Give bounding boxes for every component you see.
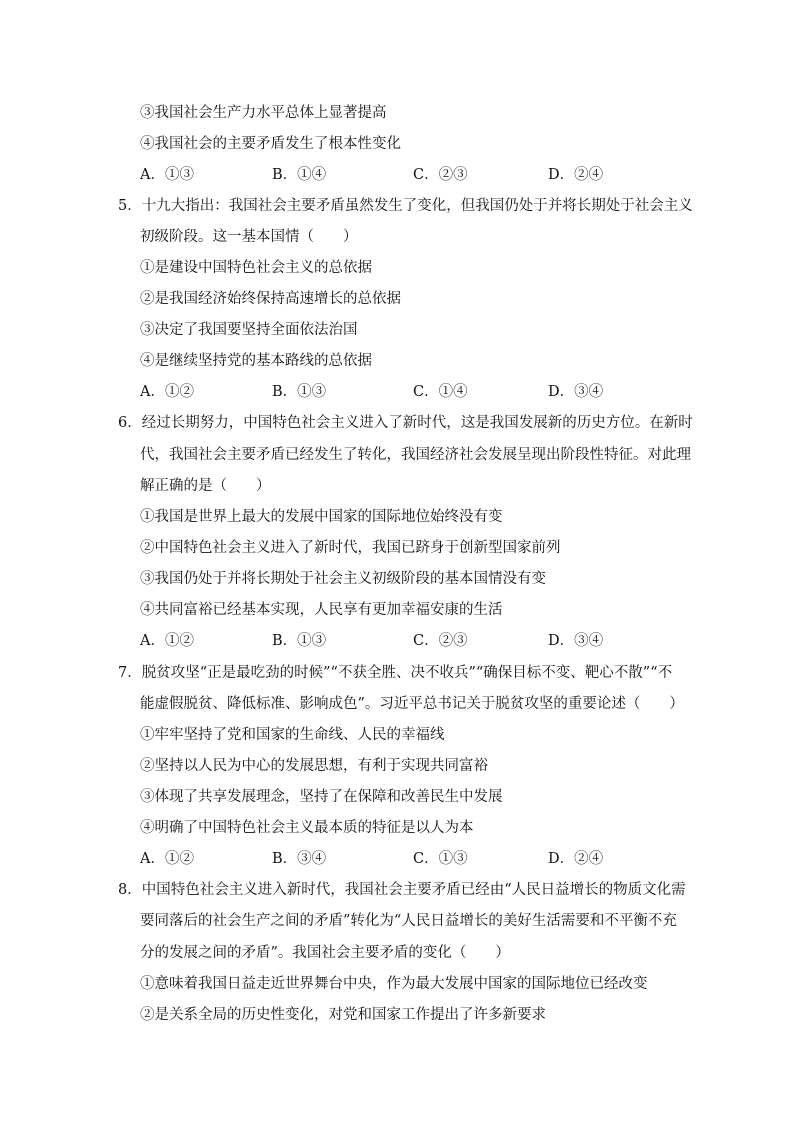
q8-stem-line-2: 要同落后的社会生产之间的矛盾”转化为“人民日益增长的美好生活需要和不平衡不充 [140, 913, 677, 929]
q4-statement-3: ③我国社会生产力水平总体上显著提高 [140, 105, 387, 121]
q7-statement-3: ③体现了共享发展理念，坚持了在保障和改善民生中发展 [140, 789, 503, 805]
q5-options [140, 383, 700, 401]
q6-stem-line-2: 代，我国社会主要矛盾已经发生了转化，我国经济社会发展呈现出阶段性特征。对此理 [140, 447, 691, 463]
q4-options [140, 166, 700, 184]
q6-option-c[interactable]: C．②③ [413, 633, 468, 649]
q7-stem-line-1: 7．脱贫攻坚“正是最吃劲的时候”“不获全胜、决不收兵”“确保目标不变、靶心不散”“不 [118, 665, 673, 681]
q6-stem-line-3: 解正确的是（ ） [140, 478, 271, 494]
q7-statement-2: ②坚持以人民为中心的发展思想，有利于实现共同富裕 [140, 758, 488, 774]
q6-option-b[interactable]: B．①③ [272, 633, 327, 649]
q7-stem-line-2: 能虚假脱贫、降低标准、影响成色”。习近平总书记关于脱贫攻坚的重要论述（ ） [140, 696, 684, 712]
q7-statement-1: ①牢牢坚持了党和国家的生命线、人民的幸福线 [140, 727, 445, 743]
q6-statement-3: ③我国仍处于并将长期处于社会主义初级阶段的基本国情没有变 [140, 571, 546, 587]
q8-stem-line-1: 8．中国特色社会主义进入新时代，我国社会主要矛盾已经由“人民日益增长的物质文化需 [118, 882, 686, 898]
q5-stem-line-1: 5．十九大指出：我国社会主要矛盾虽然发生了变化，但我国仍处于并将长期处于社会主义 [118, 198, 693, 214]
q5-statement-2: ②是我国经济始终保持高速增长的总依据 [140, 291, 401, 307]
q6-statement-2: ②中国特色社会主义进入了新时代，我国已跻身于创新型国家前列 [140, 540, 561, 556]
q5-option-d[interactable]: D．③④ [548, 384, 604, 400]
q4-option-d[interactable]: D．②④ [548, 167, 604, 183]
q7-statement-4: ④明确了中国特色社会主义最本质的特征是以人为本 [140, 820, 474, 836]
q4-option-a[interactable]: A．①③ [140, 167, 194, 183]
q8-statement-2: ②是关系全局的历史性变化，对党和国家工作提出了许多新要求 [140, 1007, 546, 1023]
q6-option-a[interactable]: A．①② [140, 633, 194, 649]
q7-option-d[interactable]: D．②④ [548, 851, 604, 867]
q7-option-c[interactable]: C．①③ [413, 851, 468, 867]
q5-statement-1: ①是建设中国特色社会主义的总依据 [140, 260, 372, 276]
q5-option-c[interactable]: C．①④ [413, 384, 468, 400]
q5-statement-3: ③决定了我国要坚持全面依法治国 [140, 322, 358, 338]
q6-options [140, 632, 700, 650]
q6-statement-1: ①我国是世界上最大的发展中国家的国际地位始终没有变 [140, 509, 503, 525]
q7-option-a[interactable]: A．①② [140, 851, 194, 867]
q4-option-b[interactable]: B．①④ [272, 167, 327, 183]
q5-stem-line-2: 初级阶段。这一基本国情（ ） [140, 229, 358, 245]
q7-options [140, 850, 700, 868]
q6-stem-line-1: 6．经过长期努力，中国特色社会主义进入了新时代，这是我国发展新的历史方位。在新时 [118, 415, 693, 431]
q5-option-a[interactable]: A．①② [140, 384, 194, 400]
q8-statement-1: ①意味着我国日益走近世界舞台中央，作为最大发展中国家的国际地位已经改变 [140, 976, 648, 992]
q4-option-c[interactable]: C．②③ [413, 167, 468, 183]
q7-option-b[interactable]: B．③④ [272, 851, 327, 867]
q6-statement-4: ④共同富裕已经基本实现，人民享有更加幸福安康的生活 [140, 602, 503, 618]
q4-statement-4: ④我国社会的主要矛盾发生了根本性变化 [140, 136, 401, 152]
q8-stem-line-3: 分的发展之间的矛盾”。我国社会主要矛盾的变化（ ） [140, 945, 510, 961]
q5-statement-4: ④是继续坚持党的基本路线的总依据 [140, 353, 372, 369]
q5-option-b[interactable]: B．①③ [272, 384, 327, 400]
q6-option-d[interactable]: D．③④ [548, 633, 604, 649]
